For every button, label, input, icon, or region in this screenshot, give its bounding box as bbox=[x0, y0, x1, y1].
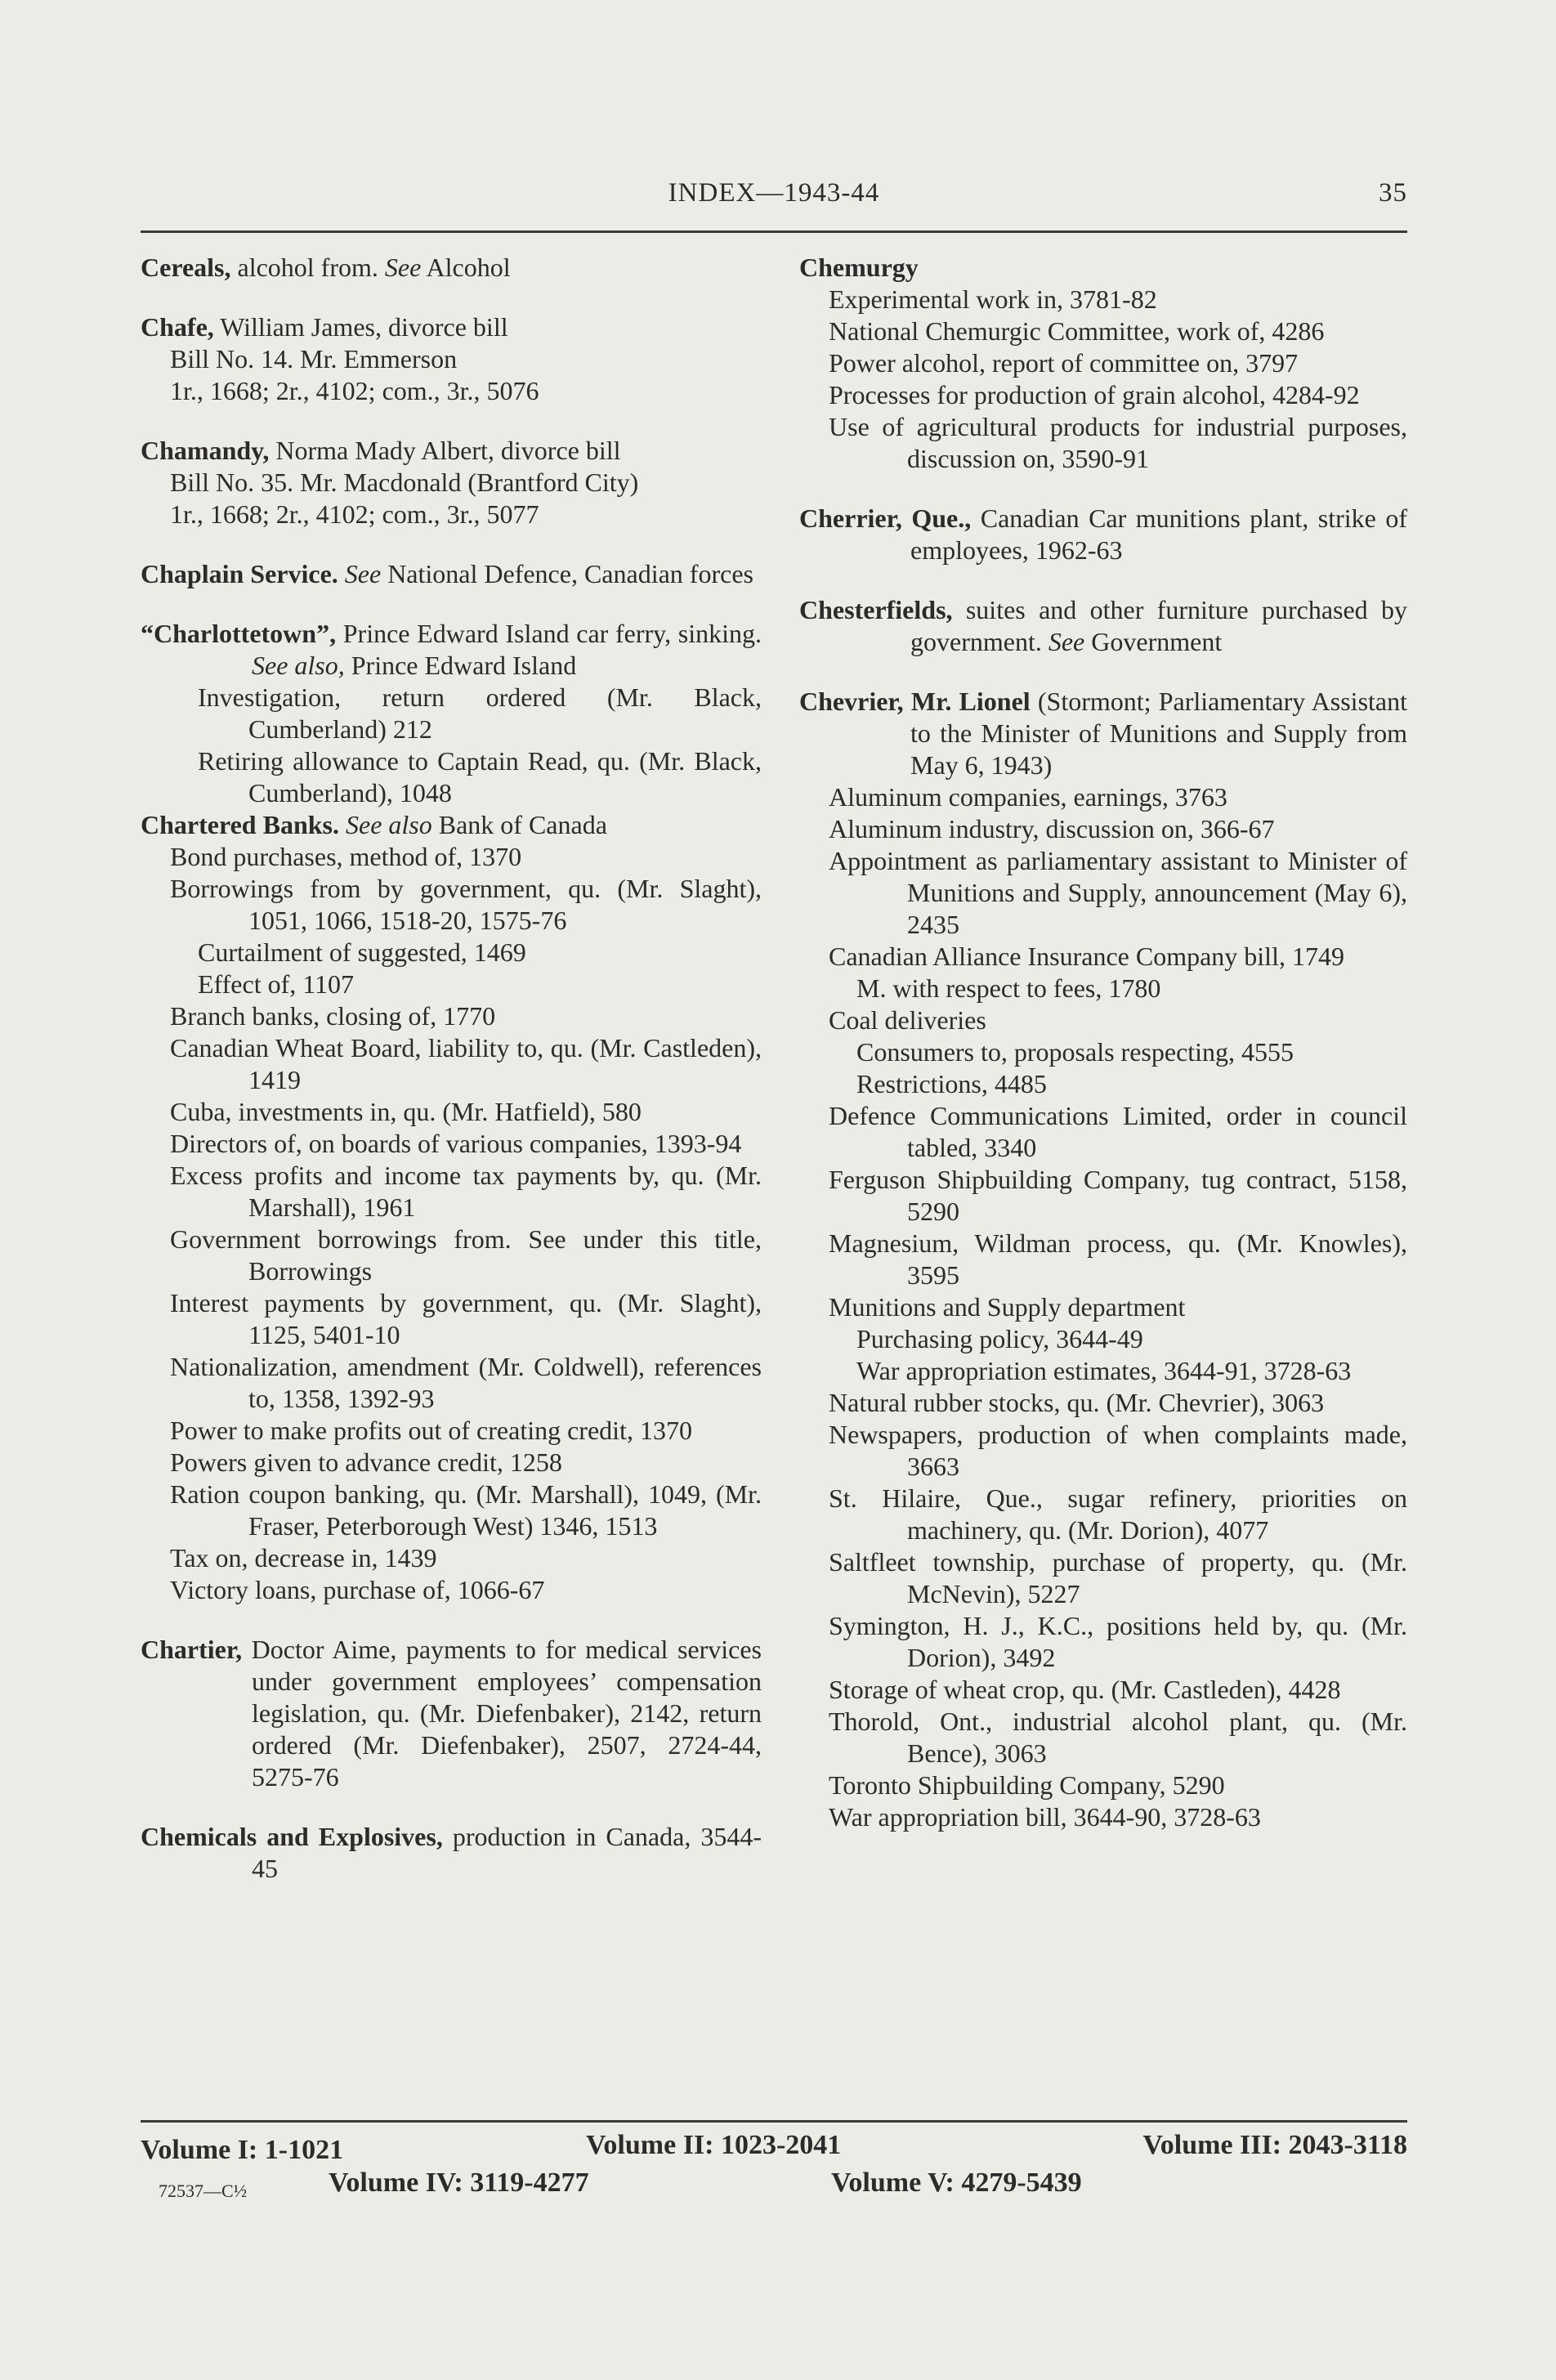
cross-reference-target: Government bbox=[1084, 627, 1223, 656]
sub-entry: War appropriation estimates, 3644-91, 3728-63 bbox=[856, 1356, 1352, 1385]
sub-entry: Bill No. 35. Mr. Macdonald (Brantford City) bbox=[170, 468, 639, 497]
sub-entry: Power to make profits out of creating credit, 1370 bbox=[170, 1416, 692, 1445]
sub-entry: 1r., 1668; 2r., 4102; com., 3r., 5077 bbox=[170, 499, 539, 529]
page-header bbox=[141, 178, 1407, 219]
sub-entry: National Chemurgic Committee, work of, 4286 bbox=[829, 316, 1325, 346]
sub-entry: Effect of, 1107 bbox=[198, 969, 355, 999]
sub-entry: Power alcohol, report of committee on, 3797 bbox=[829, 348, 1299, 378]
volume-3-range: Volume III: 2043-3118 bbox=[1142, 2130, 1407, 2160]
sub-entry: Borrowings from by government, qu. (Mr. Slaght), 1051, 1066, 1518-20, 1575-76 bbox=[170, 874, 762, 935]
cross-reference-target: National Defence, Canadian forces bbox=[381, 559, 753, 588]
entry-heading bbox=[141, 1634, 762, 1793]
printer-code: 72537—C½ bbox=[159, 2181, 248, 2201]
sub-entry: Canadian Alliance Insurance Company bill, 1749 bbox=[829, 942, 1344, 971]
sub-entry: Curtailment of suggested, 1469 bbox=[198, 937, 526, 967]
entry-description: suites and other furniture purchased by government. bbox=[910, 595, 1407, 656]
sub-entry: Use of agricultural products for industrial purposes, discussion on, 3590-91 bbox=[829, 412, 1407, 473]
sub-entry: Toronto Shipbuilding Company, 5290 bbox=[829, 1770, 1225, 1800]
entry-heading bbox=[141, 618, 762, 682]
sub-entry: Consumers to, proposals respecting, 4555 bbox=[856, 1037, 1294, 1067]
entry-heading bbox=[141, 809, 762, 841]
sub-entry: Processes for production of grain alcohol, 4284-92 bbox=[829, 380, 1360, 409]
sub-entry: Thorold, Ont., industrial alcohol plant, qu. (Mr. Bence), 3063 bbox=[829, 1707, 1407, 1768]
entry-heading bbox=[141, 252, 762, 284]
cross-reference-target: Alcohol bbox=[421, 253, 511, 282]
entry-description: Norma Mady Albert, divorce bill bbox=[269, 436, 621, 465]
entry-description: Doctor Aime, payments to for medical services under government employees’ compensation legislation, qu. (Mr. Diefenbaker), 2142, return ordered (Mr. Diefenbaker), 2507, 2724-44, 5275-76 bbox=[242, 1635, 762, 1792]
volume-5-range: Volume V: 4279-5439 bbox=[831, 2168, 1082, 2198]
index-entry bbox=[799, 503, 1407, 566]
sub-entry: Branch banks, closing of, 1770 bbox=[170, 1001, 496, 1031]
sub-entry: Bond purchases, method of, 1370 bbox=[170, 842, 522, 871]
entry-heading bbox=[141, 435, 762, 467]
sub-entry: Coal deliveries bbox=[829, 1005, 986, 1035]
cross-reference-label: See bbox=[338, 559, 382, 588]
header-rule bbox=[141, 230, 1407, 233]
sub-entry: Cuba, investments in, qu. (Mr. Hatfield), 580 bbox=[170, 1097, 642, 1126]
cross-reference-label: See bbox=[1041, 627, 1085, 656]
sub-entry: Purchasing policy, 3644-49 bbox=[856, 1324, 1143, 1353]
sub-entry: Retiring allowance to Captain Read, qu. (Mr. Black, Cumberland), 1048 bbox=[198, 746, 762, 808]
entry-heading bbox=[141, 558, 762, 590]
entry-description: Prince Edward Island car ferry, sinking. bbox=[336, 619, 762, 648]
sub-entry: Nationalization, amendment (Mr. Coldwell), references to, 1358, 1392-93 bbox=[170, 1352, 762, 1413]
cross-reference-label: See bbox=[378, 253, 422, 282]
sub-entry: St. Hilaire, Que., sugar refinery, priorities on machinery, qu. (Mr. Dorion), 4077 bbox=[829, 1483, 1407, 1545]
sub-entry: Government borrowings from. See under this title, Borrowings bbox=[170, 1224, 762, 1286]
sub-entry: Directors of, on boards of various companies, 1393-94 bbox=[170, 1129, 742, 1158]
index-entry bbox=[141, 252, 762, 284]
sub-entry: Tax on, decrease in, 1439 bbox=[170, 1543, 437, 1572]
entry-term: Chafe, bbox=[141, 312, 214, 342]
entry-term: Chartered Banks. bbox=[141, 810, 339, 839]
index-entry bbox=[141, 618, 762, 809]
sub-entry: Storage of wheat crop, qu. (Mr. Castleden), 4428 bbox=[829, 1675, 1341, 1704]
entry-term: Chamandy, bbox=[141, 436, 270, 465]
volume-1-range: Volume I: 1-1021 bbox=[141, 2135, 344, 2165]
index-entry bbox=[141, 809, 762, 1606]
volume-2-range: Volume II: 1023-2041 bbox=[586, 2130, 842, 2160]
entry-heading bbox=[799, 252, 1407, 284]
index-entry bbox=[141, 311, 762, 407]
entry-term: Cereals, bbox=[141, 253, 231, 282]
sub-entry: Aluminum industry, discussion on, 366-67 bbox=[829, 814, 1275, 843]
entry-heading bbox=[799, 594, 1407, 658]
entry-heading bbox=[799, 686, 1407, 781]
page-number: 35 bbox=[1379, 178, 1407, 208]
entry-description: (Stormont; Parliamentary Assistant to the Minister of Munitions and Supply from May 6, 1943) bbox=[910, 687, 1408, 780]
sub-entry: Investigation, return ordered (Mr. Black, Cumberland) 212 bbox=[198, 682, 762, 744]
entry-heading bbox=[141, 311, 762, 343]
sub-entry: Ration coupon banking, qu. (Mr. Marshall), 1049, (Mr. Fraser, Peterborough West) 1346, 1513 bbox=[170, 1479, 762, 1541]
entry-term: Cherrier, Que., bbox=[799, 503, 972, 533]
sub-entry: M. with respect to fees, 1780 bbox=[856, 973, 1161, 1003]
cross-reference-label: See also, bbox=[252, 651, 345, 680]
footer-rule bbox=[141, 2120, 1407, 2123]
sub-entry: War appropriation bill, 3644-90, 3728-63 bbox=[829, 1802, 1261, 1832]
index-entry bbox=[799, 594, 1407, 658]
sub-entry: Munitions and Supply department bbox=[829, 1292, 1186, 1322]
entry-description: alcohol from. bbox=[230, 253, 378, 282]
sub-entry: Experimental work in, 3781-82 bbox=[829, 284, 1157, 314]
sub-entry: Ferguson Shipbuilding Company, tug contract, 5158, 5290 bbox=[829, 1165, 1407, 1226]
entry-term: Chaplain Service. bbox=[141, 559, 338, 588]
cross-reference-target: Bank of Canada bbox=[431, 810, 607, 839]
entry-term: Chevrier, Mr. Lionel bbox=[799, 687, 1031, 716]
index-entry bbox=[141, 1821, 762, 1885]
sub-entry: Magnesium, Wildman process, qu. (Mr. Knowles), 3595 bbox=[829, 1228, 1407, 1290]
index-entry bbox=[141, 558, 762, 590]
cross-reference-target: Prince Edward Island bbox=[344, 651, 577, 680]
right-column bbox=[799, 252, 1407, 1861]
sub-entry: Aluminum companies, earnings, 3763 bbox=[829, 782, 1227, 812]
entry-term: Chesterfields, bbox=[799, 595, 953, 624]
entry-description: Canadian Car munitions plant, strike of employees, 1962-63 bbox=[910, 503, 1408, 565]
sub-entry: Natural rubber stocks, qu. (Mr. Chevrier), 3063 bbox=[829, 1388, 1325, 1417]
sub-entry: Newspapers, production of when complaints made, 3663 bbox=[829, 1420, 1407, 1481]
left-column bbox=[141, 252, 762, 1912]
entry-term: “Charlottetown”, bbox=[141, 619, 337, 648]
entry-term: Chemicals and Explosives, bbox=[141, 1822, 443, 1851]
index-entry bbox=[141, 1634, 762, 1793]
sub-entry: Restrictions, 4485 bbox=[856, 1069, 1047, 1098]
page-title: INDEX—1943-44 bbox=[668, 178, 880, 208]
cross-reference-label: See also bbox=[338, 810, 432, 839]
entry-description: William James, divorce bill bbox=[213, 312, 508, 342]
entry-term: Chartier, bbox=[141, 1635, 243, 1664]
index-entry bbox=[799, 686, 1407, 1833]
sub-entry: Victory loans, purchase of, 1066-67 bbox=[170, 1575, 545, 1604]
index-entry bbox=[141, 435, 762, 530]
sub-entry: Canadian Wheat Board, liability to, qu. (Mr. Castleden), 1419 bbox=[170, 1033, 762, 1094]
sub-entry: Appointment as parliamentary assistant to Minister of Munitions and Supply, announcement (May 6), 2435 bbox=[829, 846, 1407, 939]
sub-entry: Powers given to advance credit, 1258 bbox=[170, 1447, 562, 1477]
entry-description: production in Canada, 3544-45 bbox=[252, 1822, 762, 1883]
sub-entry: Defence Communications Limited, order in council tabled, 3340 bbox=[829, 1101, 1407, 1162]
volume-4-range: Volume IV: 3119-4277 bbox=[329, 2168, 589, 2198]
sub-entry: 1r., 1668; 2r., 4102; com., 3r., 5076 bbox=[170, 376, 539, 405]
sub-entry: Saltfleet township, purchase of property, qu. (Mr. McNevin), 5227 bbox=[829, 1547, 1407, 1608]
sub-entry: Excess profits and income tax payments by, qu. (Mr. Marshall), 1961 bbox=[170, 1161, 762, 1222]
entry-heading bbox=[799, 503, 1407, 566]
sub-entry: Interest payments by government, qu. (Mr. Slaght), 1125, 5401-10 bbox=[170, 1288, 762, 1349]
sub-entry: Symington, H. J., K.C., positions held by, qu. (Mr. Dorion), 3492 bbox=[829, 1611, 1407, 1672]
entry-heading bbox=[141, 1821, 762, 1885]
sub-entry: Bill No. 14. Mr. Emmerson bbox=[170, 344, 458, 374]
index-entry bbox=[799, 252, 1407, 475]
entry-term: Chemurgy bbox=[799, 253, 919, 282]
